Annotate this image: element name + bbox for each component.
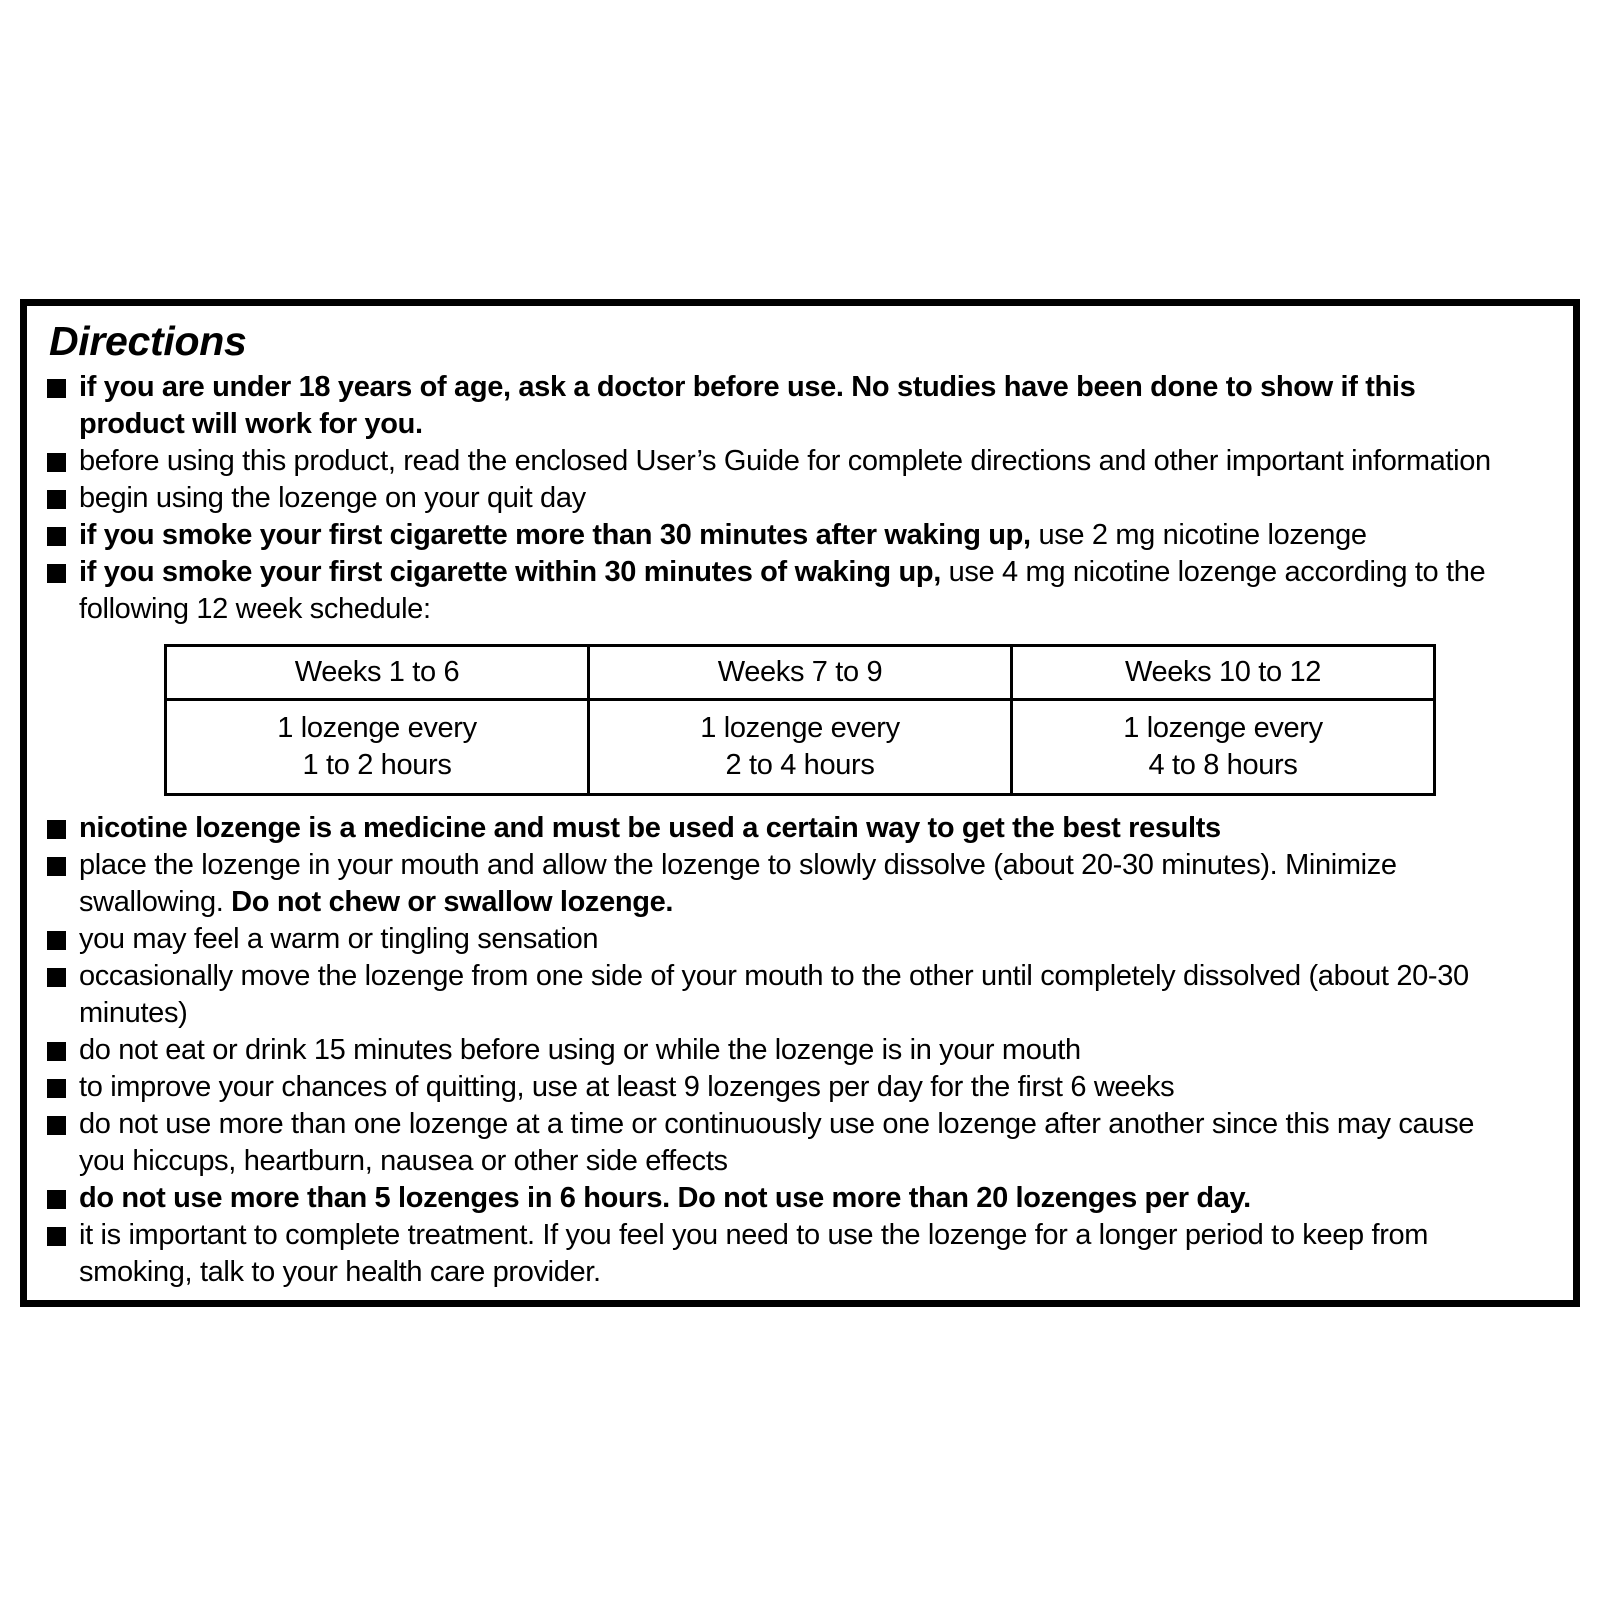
schedule-cell-line: 4 to 8 hours <box>1148 749 1298 781</box>
square-bullet-icon <box>47 1116 66 1135</box>
direction-text-bold: if you smoke your first cigarette within 30 minutes of waking up, <box>79 556 941 588</box>
direction-text-bold: do not use more than 5 lozenges in 6 hours. Do not use more than 20 lozenges per day. <box>79 1182 1251 1214</box>
direction-item <box>46 1217 1525 1291</box>
direction-text-bold: nicotine lozenge is a medicine and must be used a certain way to get the best results <box>79 812 1221 844</box>
schedule-header-cell: Weeks 10 to 12 <box>1012 646 1435 700</box>
schedule-cell-line: 1 to 2 hours <box>302 749 452 781</box>
direction-item <box>46 443 1525 480</box>
schedule-header-cell: Weeks 1 to 6 <box>166 646 589 700</box>
square-bullet-icon <box>47 453 66 472</box>
schedule-cell <box>1012 700 1435 795</box>
directions-heading: Directions <box>49 318 247 364</box>
directions-panel <box>20 299 1580 1307</box>
direction-text-bold: if you are under 18 years of age, ask a doctor before use. No studies have been done to show if this product will work for you. <box>79 371 1416 440</box>
directions-list-bottom <box>46 810 1525 1291</box>
square-bullet-icon <box>47 379 66 398</box>
square-bullet-icon <box>47 1079 66 1098</box>
direction-text: do not eat or drink 15 minutes before using or while the lozenge is in your mouth <box>79 1034 1081 1066</box>
direction-text: place the lozenge in your mouth and allow the lozenge to slowly dissolve (about 20-30 minutes). Minimize swallowing. <box>79 849 1397 918</box>
direction-text-bold: if you smoke your first cigarette more than 30 minutes after waking up, <box>79 519 1031 551</box>
schedule-header-cell: Weeks 7 to 9 <box>589 646 1012 700</box>
schedule-header-row <box>166 646 1435 700</box>
schedule-cell-line: 1 lozenge every <box>277 712 477 744</box>
square-bullet-icon <box>47 968 66 987</box>
direction-item <box>46 1180 1525 1217</box>
square-bullet-icon <box>47 857 66 876</box>
schedule-cell <box>166 700 589 795</box>
schedule-cell-line: 1 lozenge every <box>1123 712 1323 744</box>
direction-text: it is important to complete treatment. If you feel you need to use the lozenge for a longer period to keep from smoking, talk to your health care provider. <box>79 1219 1429 1288</box>
square-bullet-icon <box>47 527 66 546</box>
dosing-schedule-table <box>164 644 1436 796</box>
direction-text: you may feel a warm or tingling sensation <box>79 923 599 955</box>
direction-item <box>46 480 1525 517</box>
square-bullet-icon <box>47 490 66 509</box>
direction-item <box>46 1106 1525 1180</box>
direction-item <box>46 1069 1525 1106</box>
direction-item <box>46 847 1525 921</box>
square-bullet-icon <box>47 1190 66 1209</box>
direction-text-bold: Do not chew or swallow lozenge. <box>231 886 674 918</box>
square-bullet-icon <box>47 564 66 583</box>
direction-text: use 4 mg nicotine lozenge according to the following 12 week schedule: <box>79 556 1486 625</box>
schedule-row <box>166 700 1435 795</box>
direction-text: begin using the lozenge on your quit day <box>79 482 586 514</box>
direction-text: to improve your chances of quitting, use at least 9 lozenges per day for the first 6 weeks <box>79 1071 1175 1103</box>
direction-text: do not use more than one lozenge at a time or continuously use one lozenge after another since this may cause you hiccups, heartburn, nausea or other side effects <box>79 1108 1475 1177</box>
schedule-cell-line: 1 lozenge every <box>700 712 900 744</box>
square-bullet-icon <box>47 1042 66 1061</box>
direction-item <box>46 369 1525 443</box>
direction-item <box>46 554 1525 628</box>
direction-text: occasionally move the lozenge from one side of your mouth to the other until completely dissolved (about 20-30 minutes) <box>79 960 1469 1029</box>
direction-item <box>46 958 1525 1032</box>
direction-item <box>46 517 1525 554</box>
direction-item <box>46 921 1525 958</box>
direction-item <box>46 1032 1525 1069</box>
direction-text: before using this product, read the enclosed User’s Guide for complete directions and other important information <box>79 445 1491 477</box>
square-bullet-icon <box>47 931 66 950</box>
square-bullet-icon <box>47 1227 66 1246</box>
schedule-cell-line: 2 to 4 hours <box>725 749 875 781</box>
directions-list-top <box>46 369 1525 628</box>
direction-text: use 2 mg nicotine lozenge <box>1030 519 1367 551</box>
square-bullet-icon <box>47 820 66 839</box>
schedule-cell <box>589 700 1012 795</box>
direction-item <box>46 810 1525 847</box>
